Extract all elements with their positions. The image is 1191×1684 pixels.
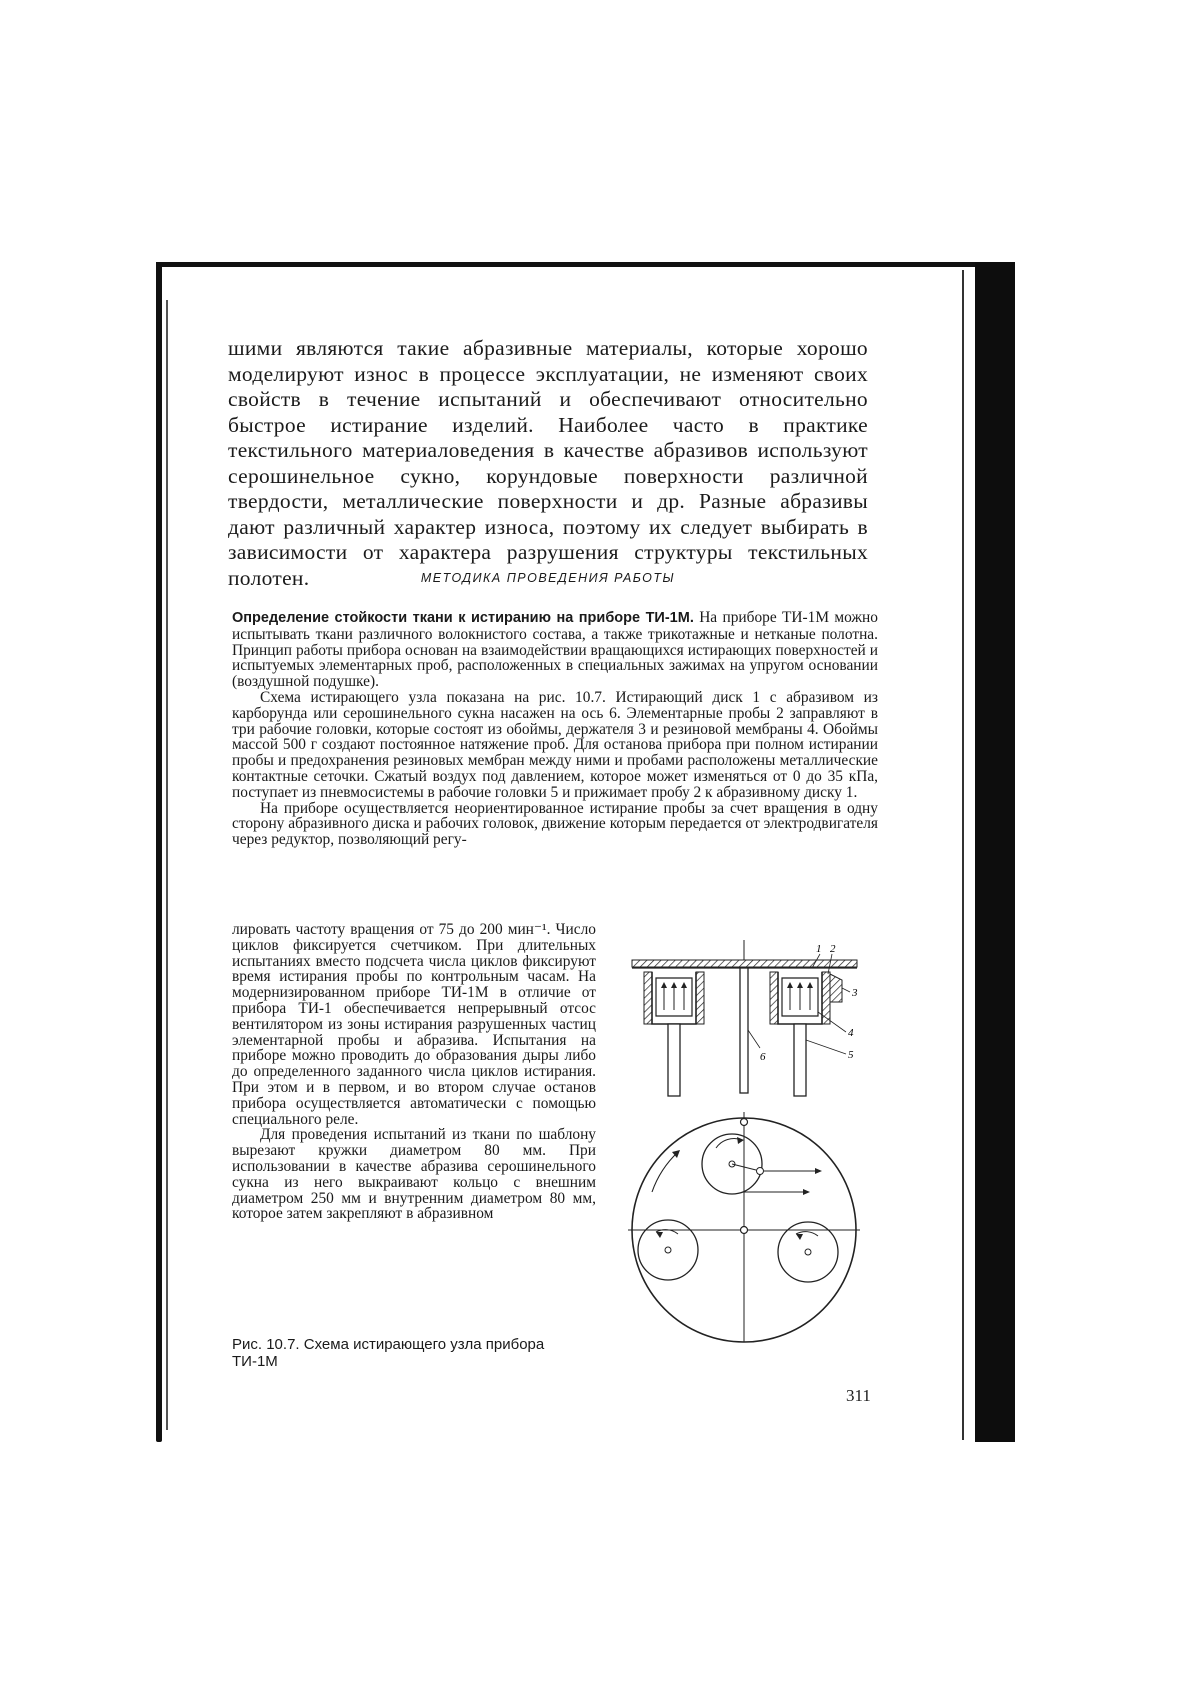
paragraph-1 (232, 610, 878, 690)
label-2: 2 (830, 943, 836, 955)
label-6: 6 (760, 1051, 766, 1063)
scan-edge-right (975, 262, 1015, 1442)
side-view (632, 940, 858, 1096)
scan-edge-left (156, 262, 162, 1442)
intro-paragraph (228, 336, 868, 591)
figure-caption: Рис. 10.7. Схема истирающего узла прибора ТИ-1М (232, 1336, 545, 1370)
label-5: 5 (848, 1049, 854, 1061)
label-3: 3 (852, 987, 858, 999)
paragraph-2: Схема истирающего узла показана на рис. 10.7. Истирающий диск 1 с абразивом из карборунда или серошинельного сукна насажен на ось 6. Элементарные пробы 2 заправляют в три рабочие головки, которые состоят из обоймы, держателя 3 и резиновой мембраны 4. Обоймы массой 500 г создают постоянное натяжение проб. Для останова прибора при полном истирании пробы и предохранения резиновых мембран между ними и пробами расположены металлические контактные сеточки. Сжатый воздух под давлением, которое может изменяться от 0 до 35 кПа, поступает из пневмосистемы в рабочие головки 5 и прижимает пробу 2 к абразивному диску 1. (232, 688, 878, 801)
top-view (628, 1112, 860, 1342)
paragraph-4: Для проведения испытаний из ткани по шаблону вырезают кружки диаметром 80 мм. При использовании в качестве абразива серошинельного сукна из него выкраивают кольцо с внешним диаметром 250 мм и внутренним диаметром 80 мм, которое затем закрепляют в абразивном (232, 1126, 596, 1223)
abrasive-disc-side (632, 960, 857, 967)
axis-shaft (740, 968, 748, 1093)
section-title: МЕТОДИКА ПРОВЕДЕНИЯ РАБОТЫ (420, 571, 676, 585)
scan-edge-left-line (166, 300, 168, 1430)
working-head-right (770, 972, 842, 1096)
body-full-width (232, 610, 878, 848)
intro-text: шими являются такие абразивные материалы, которые хорошо моделируют износ в процессе эксплуатации, не изменяют своих свойств в течение испытаний и обеспечивают относительно быстрое истирание изделий. Наиболее часто в практике текстильного материаловедения в качестве абразивов используют серошинельное сукно, корундовые поверхности различной твердости, металлические поверхности и др. Разные абразивы дают различный характер износа, поэтому их следует выбирать в зависимости от характера разрушения структуры текстильных полотен. (228, 336, 868, 590)
label-4: 4 (848, 1027, 854, 1039)
working-head-left (644, 972, 704, 1096)
lead-heading: Определение стойкости ткани к истиранию на приборе ТИ-1М. (232, 610, 694, 626)
body-column (232, 922, 596, 1222)
scan-edge-right-line (962, 270, 964, 1440)
paragraph-3-start: На приборе осуществляется неориентированное истирание пробы за счет вращения в одну сторону абразивного диска и рабочих головок, движение которым передается от электродвигателя через редуктор, позволяющий регу- (232, 799, 878, 849)
paragraph-3-continued: лировать частоту вращения от 75 до 200 мин⁻¹. Число циклов фиксируется счетчиком. При длительных испытаниях вместо подсчета числа циклов фиксируют время истирания пробы по контрольным часам. На модернизированном приборе ТИ-1М в отличие от прибора ТИ-1 обеспечивается непрерывный отсос вентилятором из зоны истирания разрушенных частиц элементарной пробы и абразива. Испытания на приборе можно проводить до образования дыры либо до определенного заданного числа циклов истирания. При этом и в первом, и во втором случае останов прибора осуществляется автоматически с помощью специального реле. (232, 921, 596, 1128)
scan-edge-top (156, 262, 996, 267)
label-1: 1 (816, 943, 822, 955)
page-number: 311 (846, 1386, 871, 1405)
figure-abrasion-unit-diagram (620, 930, 885, 1375)
paragraph-1-text: На приборе ТИ-1М можно испытывать ткани различного волокнистого состава, а также трикотажные и нетканые полотна. Принцип работы прибора основан на взаимодействии вращающихся истирающих поверхностей и испытуемых элементарных проб, расположенных в специальных зажимах на упругом основании (воздушной подушке). (232, 609, 878, 691)
